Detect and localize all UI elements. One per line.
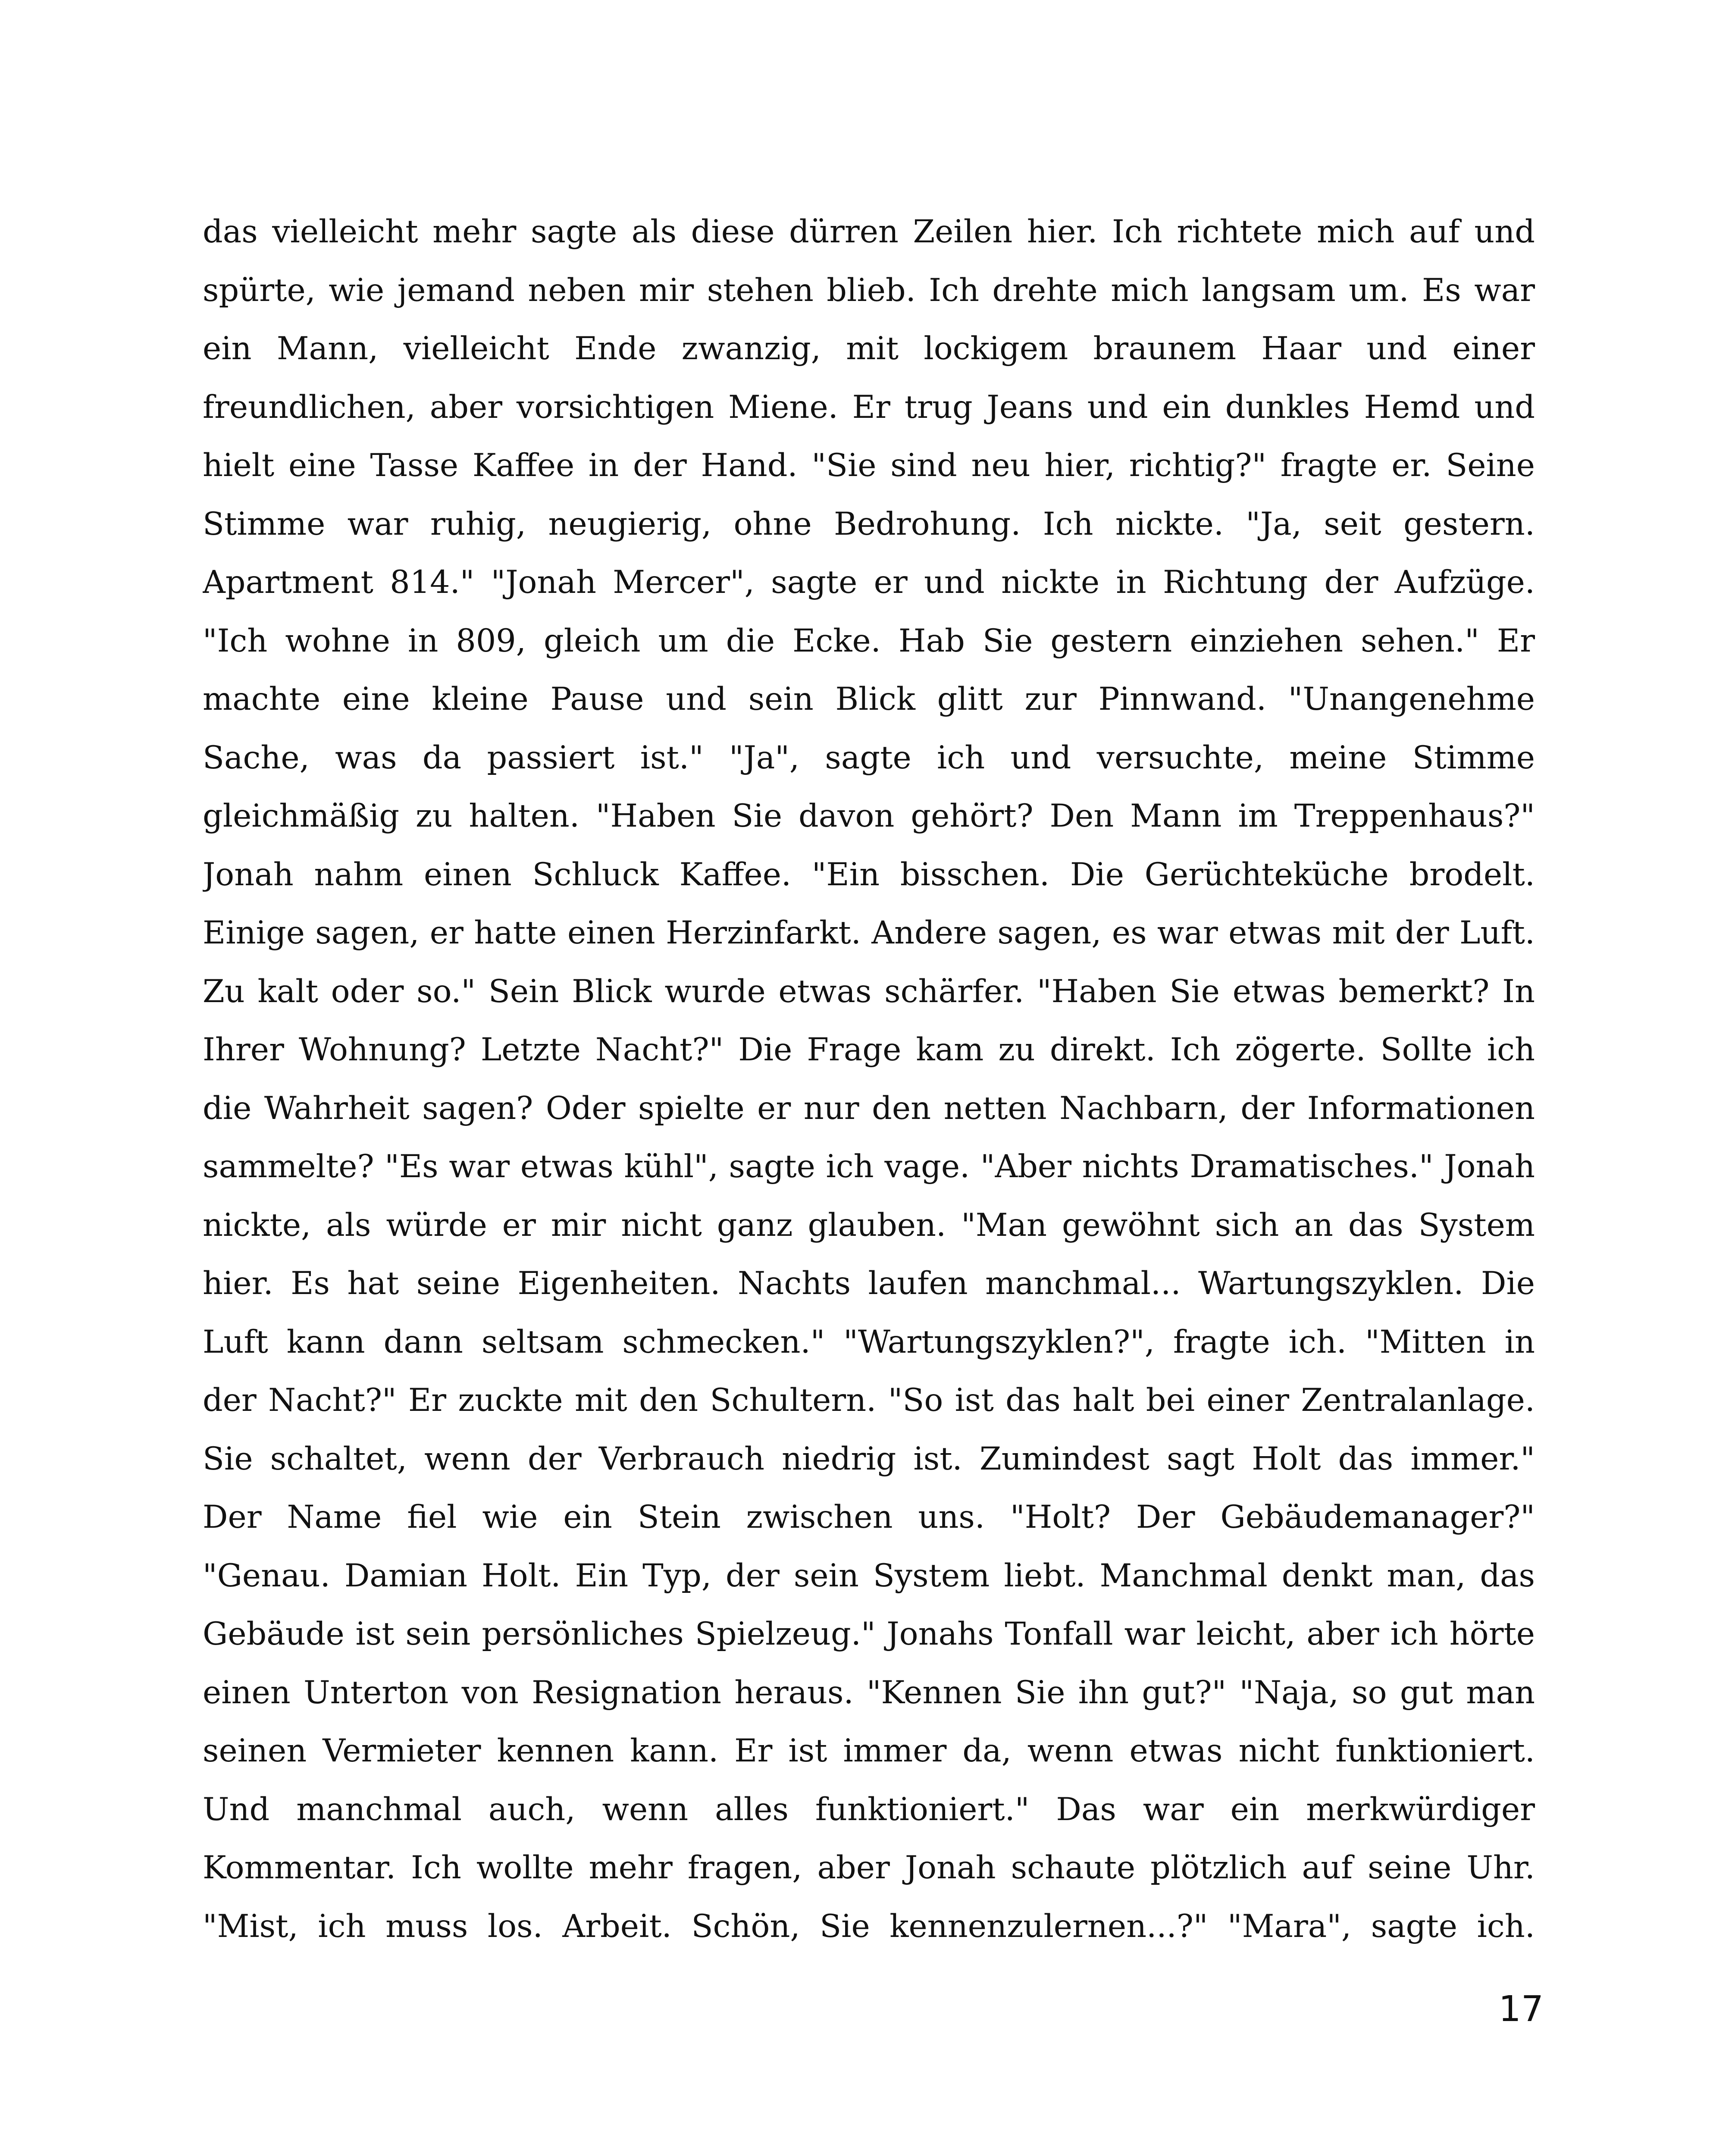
text-line: machte eine kleine Pause und sein Blick glitt zur Pinnwand. "Unangenehme xyxy=(203,681,1535,718)
text-line: freundlichen, aber vorsichtigen Miene. Er trug Jeans und ein dunkles Hemd und xyxy=(203,389,1535,426)
text-line: die Wahrheit sagen? Oder spielte er nur den netten Nachbarn, der Informationen xyxy=(203,1090,1535,1127)
text-line: hielt eine Tasse Kaffee in der Hand. "Sie sind neu hier, richtig?" fragte er. Seine xyxy=(203,447,1535,484)
text-line: das vielleicht mehr sagte als diese dürren Zeilen hier. Ich richtete mich auf und xyxy=(203,213,1535,250)
body-text xyxy=(203,203,1535,1955)
text-line: gleichmäßig zu halten. "Haben Sie davon gehört? Den Mann im Treppenhaus?" xyxy=(203,798,1535,834)
text-line: Der Name fiel wie ein Stein zwischen uns. "Holt? Der Gebäudemanager?" xyxy=(203,1499,1535,1536)
text-line: Zu kalt oder so." Sein Blick wurde etwas schärfer. "Haben Sie etwas bemerkt? In xyxy=(203,973,1535,1010)
text-line: sammelte? "Es war etwas kühl", sagte ich vage. "Aber nichts Dramatisches." Jonah xyxy=(203,1148,1535,1185)
text-line: "Mist, ich muss los. Arbeit. Schön, Sie kennenzulernen...?" "Mara", sagte ich. xyxy=(203,1908,1535,1945)
text-line: der Nacht?" Er zuckte mit den Schultern. "So ist das halt bei einer Zentralanlage. xyxy=(203,1382,1535,1419)
text-line: Und manchmal auch, wenn alles funktioniert." Das war ein merkwürdiger xyxy=(203,1791,1535,1828)
text-line: einen Unterton von Resignation heraus. "Kennen Sie ihn gut?" "Naja, so gut man xyxy=(203,1674,1535,1711)
text-line: seinen Vermieter kennen kann. Er ist immer da, wenn etwas nicht funktioniert. xyxy=(203,1733,1535,1769)
text-line: Ihrer Wohnung? Letzte Nacht?" Die Frage kam zu direkt. Ich zögerte. Sollte ich xyxy=(203,1031,1535,1068)
text-line: ein Mann, vielleicht Ende zwanzig, mit lockigem braunem Haar und einer xyxy=(203,330,1535,367)
text-line: Sie schaltet, wenn der Verbrauch niedrig ist. Zumindest sagt Holt das immer." xyxy=(203,1440,1535,1477)
text-line: "Ich wohne in 809, gleich um die Ecke. Hab Sie gestern einziehen sehen." Er xyxy=(203,622,1535,659)
text-line: hier. Es hat seine Eigenheiten. Nachts laufen manchmal... Wartungszyklen. Die xyxy=(203,1265,1535,1302)
text-line: Apartment 814." "Jonah Mercer", sagte er und nickte in Richtung der Aufzüge. xyxy=(203,564,1535,601)
text-line: "Genau. Damian Holt. Ein Typ, der sein System liebt. Manchmal denkt man, das xyxy=(203,1557,1535,1594)
page-number: 17 xyxy=(1498,1989,1544,2030)
text-line: Einige sagen, er hatte einen Herzinfarkt. Andere sagen, es war etwas mit der Luft. xyxy=(203,915,1535,951)
text-line: Luft kann dann seltsam schmecken." "Wartungszyklen?", fragte ich. "Mitten in xyxy=(203,1323,1535,1360)
text-line: Stimme war ruhig, neugierig, ohne Bedrohung. Ich nickte. "Ja, seit gestern. xyxy=(203,505,1535,542)
text-line: Gebäude ist sein persönliches Spielzeug." Jonahs Tonfall war leicht, aber ich hörte xyxy=(203,1616,1535,1652)
text-line: Sache, was da passiert ist." "Ja", sagte ich und versuchte, meine Stimme xyxy=(203,739,1535,776)
text-line: spürte, wie jemand neben mir stehen blieb. Ich drehte mich langsam um. Es war xyxy=(203,272,1535,309)
text-line: nickte, als würde er mir nicht ganz glauben. "Man gewöhnt sich an das System xyxy=(203,1206,1535,1244)
text-line: Kommentar. Ich wollte mehr fragen, aber Jonah schaute plötzlich auf seine Uhr. xyxy=(203,1849,1535,1886)
text-line: Jonah nahm einen Schluck Kaffee. "Ein bisschen. Die Gerüchteküche brodelt. xyxy=(203,856,1535,893)
